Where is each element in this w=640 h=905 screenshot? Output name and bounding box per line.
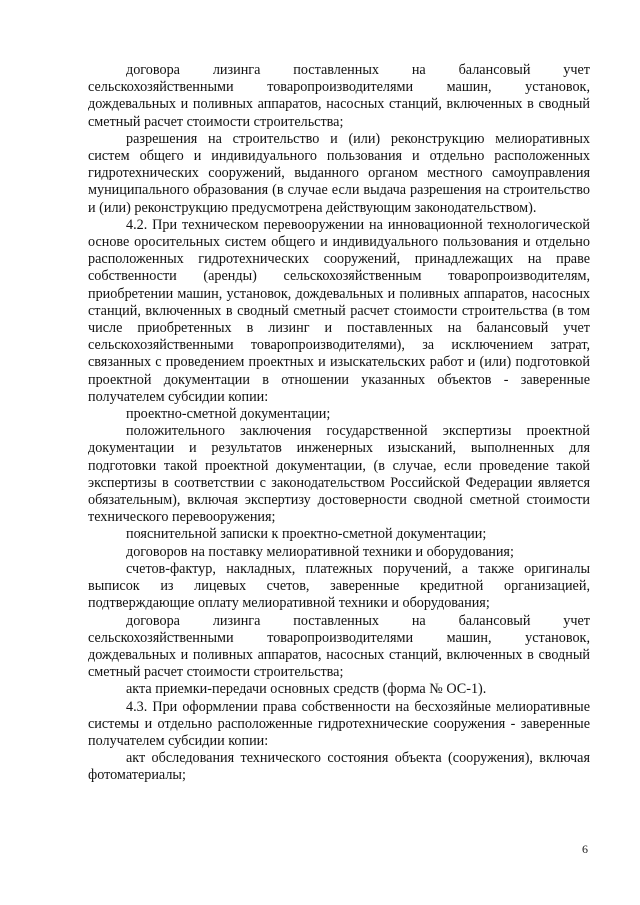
paragraph-4-2: 4.2. При техническом перевооружении на инновационной технологической основе оросительных систем общего и индивидуального пользования и отдельно расположенных гидротехнических сооружений, принадлежащих на праве собственности (аренды) сельскохозяйственным товаропроизводителям, приобретении машин, установок, дождевальных и поливных аппаратов, насосных станций, включенных в сводный сметный расчет стоимости строительства (в том числе приобретенных в лизинг и поставленных на балансовый учет сельскохозяйственными товаропроизводителями), за исключением затрат, связанных с проведением проектных и изыскательских работ и (или) подготовкой проектной документации в отношении указанных объектов - заверенные получателем субсидии копии: (88, 216, 590, 405)
paragraph-acceptance-act: акта приемки-передачи основных средств (форма № ОС-1). (126, 681, 487, 698)
paragraph-inspection-act: акт обследования технического состояния объекта (сооружения), включая фотоматериалы; (88, 750, 590, 784)
paragraph-explanatory-note: пояснительной записки к проектно-сметной документации; (126, 526, 487, 543)
page-number: 6 (582, 842, 588, 856)
paragraph-invoices: счетов-фактур, накладных, платежных поручений, а также оригиналы выписок из лицевых счетов, заверенные кредитной организацией, подтверждающие оплату мелиоративной техники и оборудования; (88, 560, 590, 612)
paragraph-4-3: 4.3. При оформлении права собственности на бесхозяйные мелиоративные системы и отдельно расположенные гидротехнические сооружения - заверенные получателем субсидии копии: (88, 698, 590, 749)
paragraph-supply-contracts: договоров на поставку мелиоративной техники и оборудования; (126, 543, 514, 560)
paragraph-leasing-contract-2: договора лизинга поставленных на балансовый учет сельскохозяйственными товаропроизводителями машин, установок, дождевальных и поливных аппаратов, насосных станций, включенных в сводный сметный расчет стоимости строительства; (88, 612, 590, 681)
paragraph-construction-permit: разрешения на строительство и (или) реконструкцию мелиоративных систем общего и индивидуального пользования и отдельно расположенных гидротехнических сооружений, выданного органом местного самоуправления муниципального образования (в случае если выдача разрешения на строительство и (или) реконструкцию предусмотрена действующим законодательством). (88, 130, 590, 216)
document-body (88, 62, 590, 785)
paragraph-leasing-contract: договора лизинга поставленных на балансовый учет сельскохозяйственными товаропроизводителями машин, установок, дождевальных и поливных аппаратов, насосных станций, включенных в сводный сметный расчет стоимости строительства; (88, 62, 590, 130)
paragraph-state-expertise: положительного заключения государственной экспертизы проектной документации и результатов инженерных изысканий, выполненных для подготовки такой проектной документации, (в случае, если проведение такой экспертизы в соответствии с законодательством Российской Федерации является обязательным), включая экспертизу достоверности сводной сметной стоимости технического перевооружения; (88, 423, 590, 526)
paragraph-project-docs: проектно-сметной документации; (126, 406, 331, 423)
